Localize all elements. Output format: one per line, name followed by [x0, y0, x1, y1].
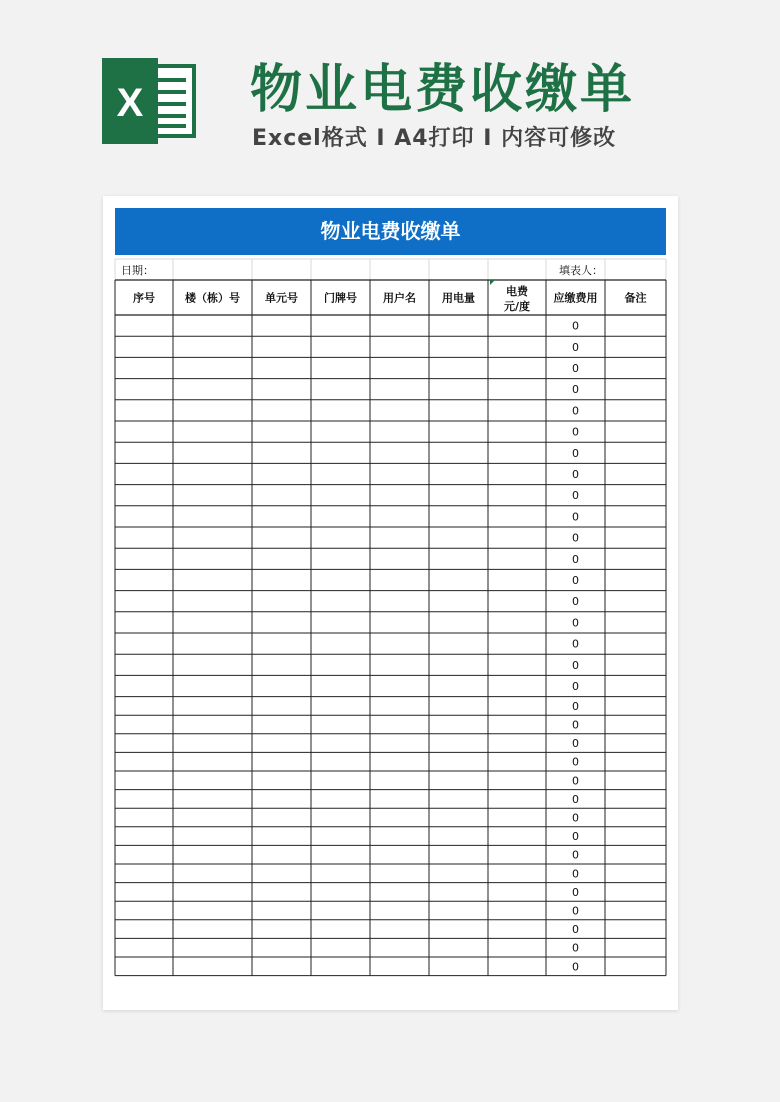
- fee-cell: 0: [572, 774, 579, 788]
- fee-cell: 0: [572, 792, 579, 806]
- column-header: 用户名: [383, 291, 416, 305]
- fee-cell: 0: [572, 468, 579, 481]
- filler-label: 填表人：: [559, 264, 603, 277]
- date-label: 日期：: [121, 264, 154, 277]
- column-header: 应缴费用: [553, 291, 598, 305]
- fee-cell: 0: [572, 699, 579, 713]
- sheet-title: 物业电费收缴单: [115, 208, 666, 255]
- fee-cell: 0: [572, 425, 579, 439]
- fee-cell: 0: [572, 616, 579, 630]
- fee-cell: 0: [572, 637, 579, 651]
- fee-cell: 0: [572, 340, 579, 354]
- fee-cell: 0: [572, 362, 579, 375]
- fee-cell: 0: [572, 383, 579, 397]
- cell-comment-marker: [490, 280, 495, 285]
- fee-cell: 0: [572, 404, 579, 418]
- fee-cell: 0: [572, 848, 579, 862]
- header: [0, 0, 780, 190]
- fee-cell: 0: [572, 680, 579, 693]
- svg-text:X: X: [116, 81, 144, 125]
- fee-cell: 0: [572, 737, 579, 751]
- fee-cell: 0: [572, 811, 579, 825]
- fee-cell: 0: [572, 574, 579, 587]
- column-header: 序号: [133, 291, 155, 305]
- fee-cell: 0: [572, 867, 579, 881]
- document-page: [103, 196, 678, 1010]
- fee-cell: 0: [572, 830, 579, 844]
- fee-cell: 0: [572, 319, 579, 333]
- fee-cell: 0: [572, 941, 579, 955]
- column-header: 电费: [506, 285, 528, 298]
- column-header: 单元号: [265, 291, 298, 305]
- spreadsheet-grid: [103, 196, 678, 1010]
- fee-cell: 0: [572, 595, 579, 609]
- fee-cell: 0: [572, 446, 579, 460]
- fee-cell: 0: [572, 755, 579, 769]
- fee-cell: 0: [572, 718, 579, 732]
- page-subtitle: Excel格式 I A4打印 I 内容可修改: [252, 126, 617, 151]
- fee-cell: 0: [572, 552, 579, 566]
- column-header: 用电量: [442, 291, 475, 305]
- column-header: 元/度: [503, 300, 531, 313]
- fee-cell: 0: [572, 960, 579, 974]
- fee-cell: 0: [572, 923, 579, 937]
- fee-cell: 0: [572, 658, 579, 672]
- fee-cell: 0: [572, 531, 579, 545]
- column-header: 门牌号: [324, 291, 357, 305]
- fee-cell: 0: [572, 885, 579, 899]
- fee-cell: 0: [572, 510, 579, 524]
- column-header: 楼（栋）号: [185, 291, 240, 305]
- fee-cell: 0: [572, 904, 579, 918]
- excel-icon: [100, 58, 200, 144]
- page-title: 物业电费收缴单: [250, 60, 636, 120]
- fee-cell: 0: [572, 489, 579, 503]
- column-header: 备注: [624, 291, 647, 305]
